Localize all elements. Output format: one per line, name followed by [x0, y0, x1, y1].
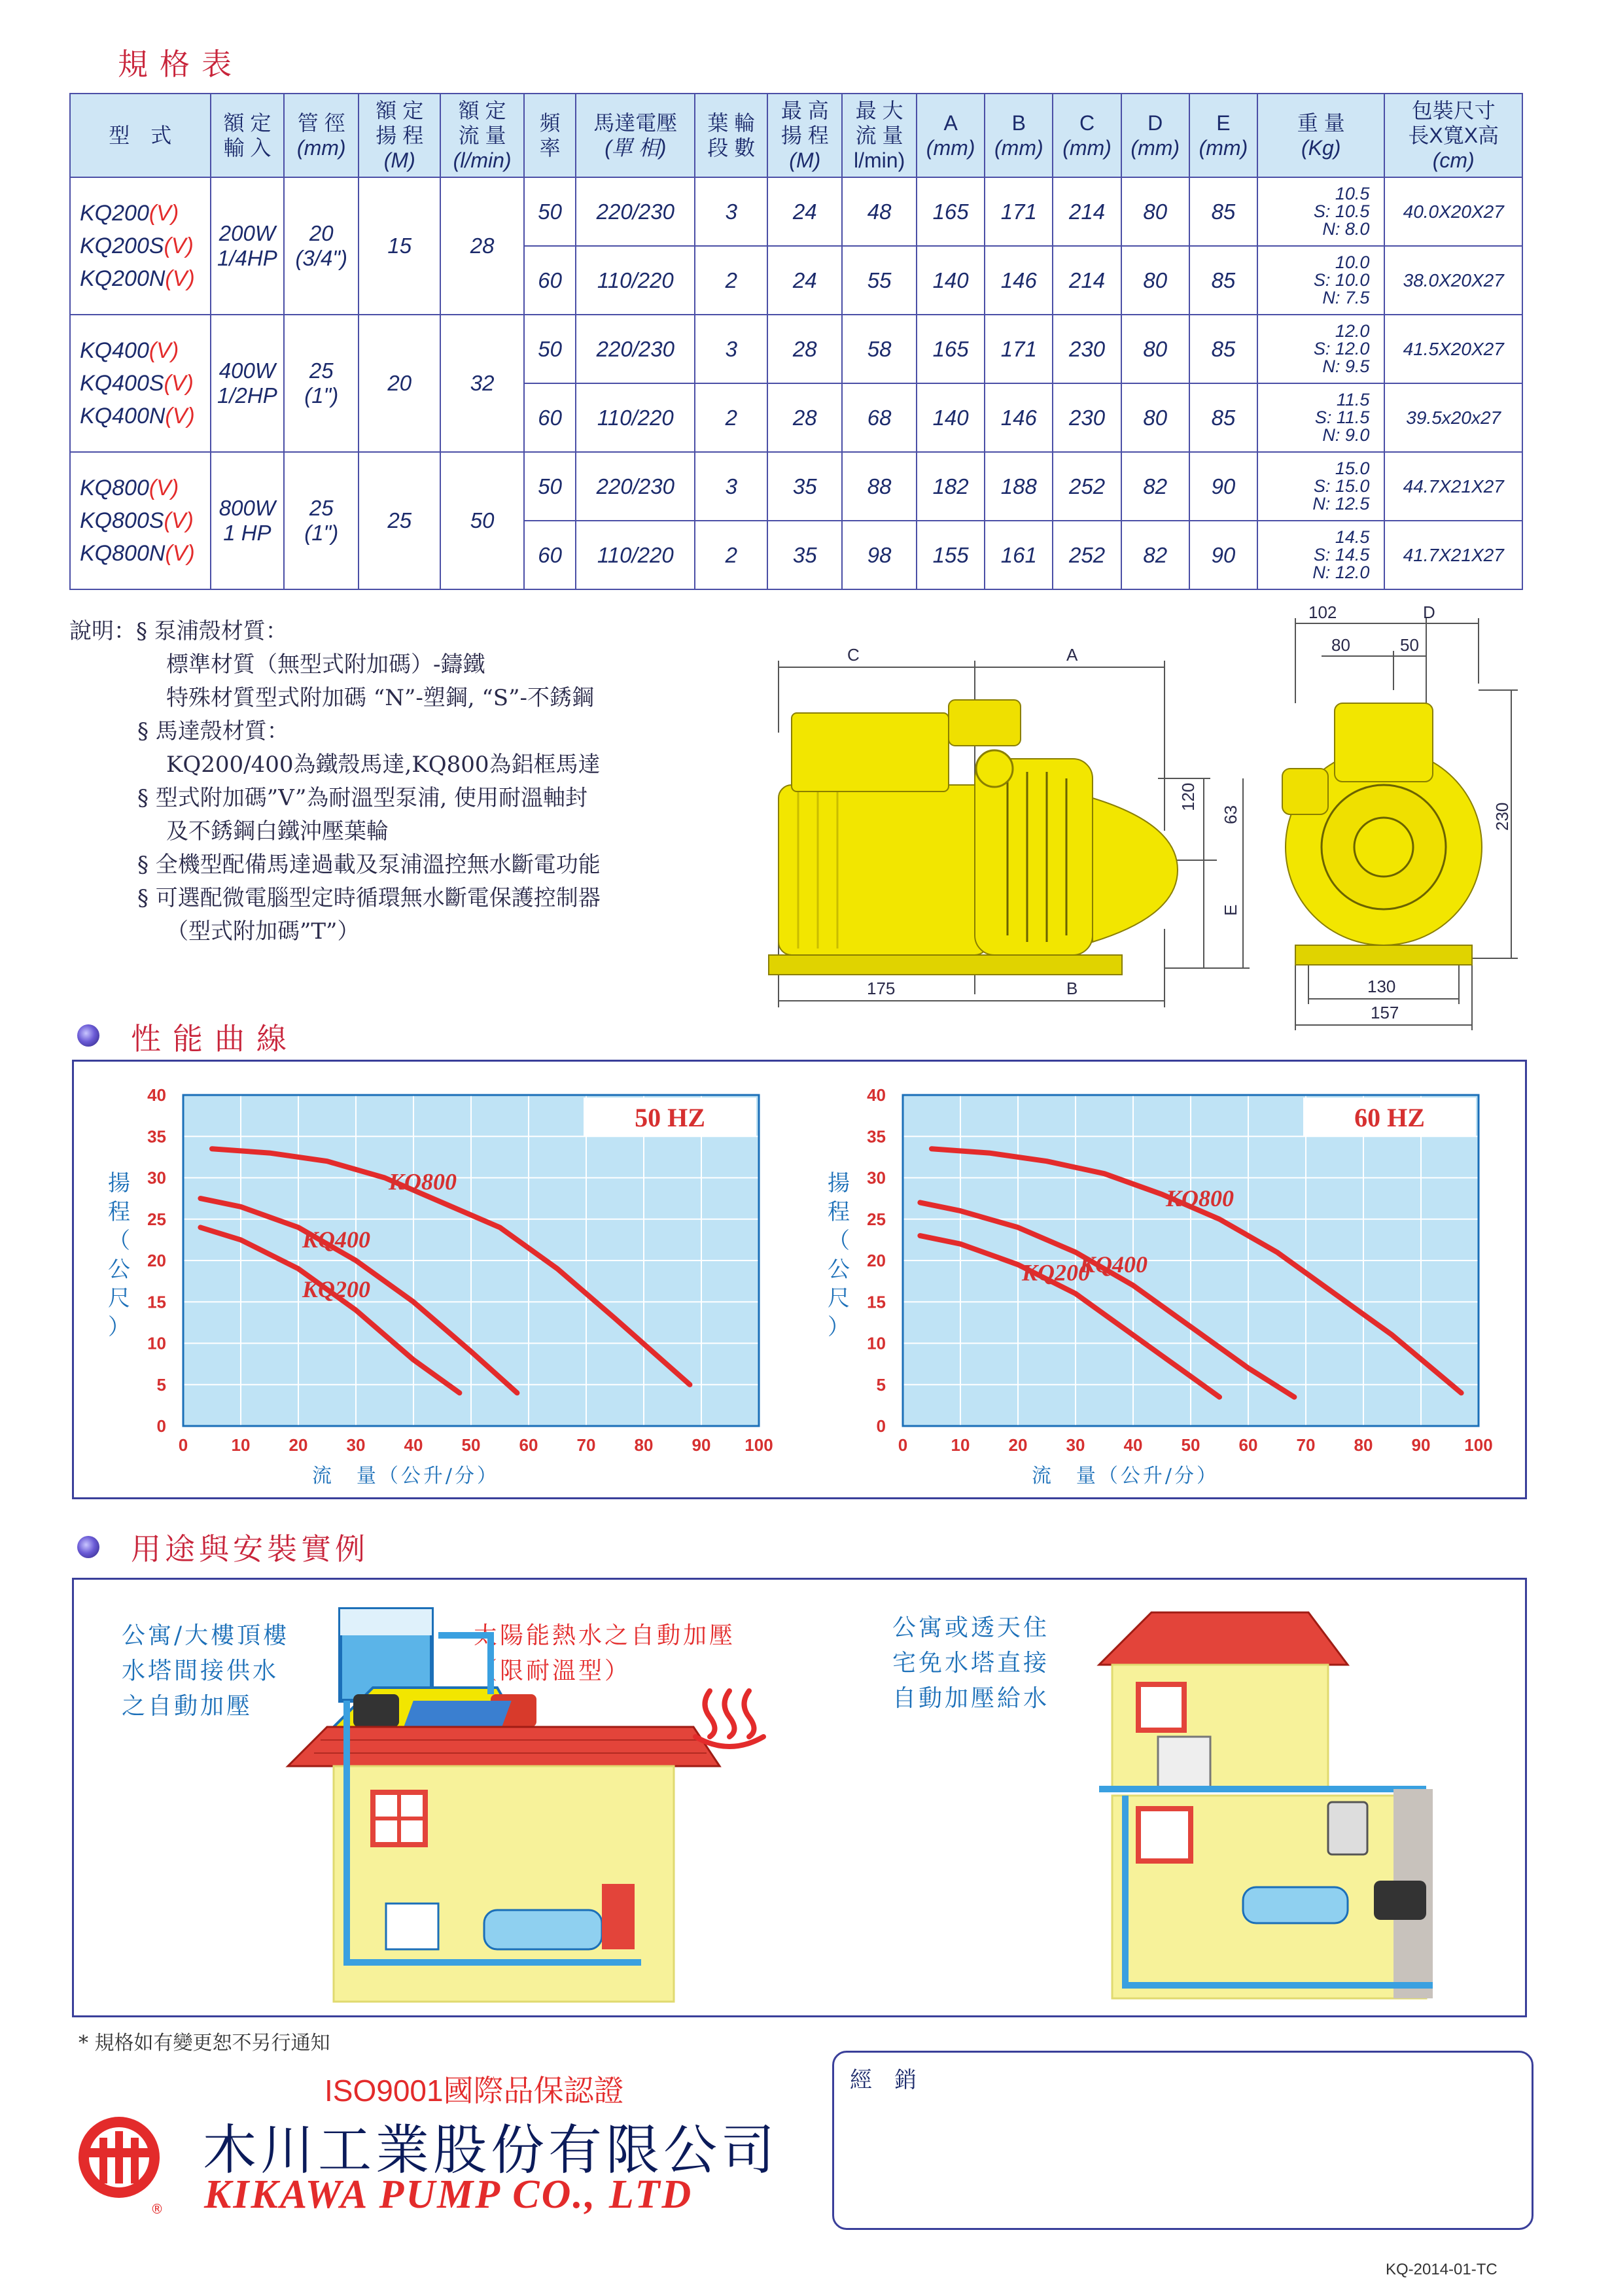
voltage: 220/230: [576, 452, 695, 521]
spec-header-text: 長X寬X高: [1408, 124, 1499, 147]
model-name: KQ800(V): [80, 476, 179, 500]
dim-c-value: 214: [1053, 246, 1121, 315]
spec-header-text: 率: [539, 136, 561, 160]
y-axis-label-char: 尺: [108, 1285, 130, 1312]
series-label: KQ800: [1165, 1185, 1235, 1211]
spec-header-text: 揚 程: [780, 124, 829, 147]
dim-175: 175: [867, 979, 896, 998]
company-name-en: KIKAWA PUMP CO., LTD: [204, 2172, 693, 2217]
package-size: 39.5x20x27: [1384, 383, 1522, 452]
x-tick-label: 60: [519, 1435, 538, 1455]
heater-icon: [1328, 1802, 1367, 1854]
x-tick-label: 80: [1354, 1435, 1373, 1455]
spec-header-row: [70, 94, 1522, 177]
spec-header-text: C: [1079, 111, 1095, 135]
dim-80: 80: [1331, 635, 1350, 655]
x-tick-label: 70: [576, 1435, 596, 1455]
y-tick-label: 0: [876, 1416, 886, 1436]
dim-d-value: 80: [1121, 177, 1189, 246]
spec-header-text: A: [943, 111, 958, 135]
frequency: 50: [524, 177, 576, 246]
voltage: 110/220: [576, 246, 695, 315]
max-head: 35: [767, 452, 842, 521]
pipe-size: 20 (3/4"): [284, 177, 359, 315]
y-tick-label: 35: [147, 1126, 166, 1147]
usage-left-line: 公寓/大樓頂樓: [122, 1622, 290, 1649]
model-name: KQ400S(V): [80, 371, 194, 396]
dim-130: 130: [1367, 977, 1396, 996]
y-tick-label: 5: [156, 1374, 166, 1395]
dim-e-value: 90: [1189, 452, 1257, 521]
rated-head: 15: [359, 177, 440, 315]
y-tick-label: 25: [147, 1209, 166, 1229]
voltage: 220/230: [576, 315, 695, 383]
spec-header-cell: [211, 94, 285, 177]
y-tick-label: 30: [147, 1168, 166, 1188]
dim-c-value: 214: [1053, 177, 1121, 246]
y-tick-label: 15: [147, 1292, 166, 1312]
house-illustration-left: [275, 1596, 736, 2008]
spec-header-cell: [284, 94, 359, 177]
usage-left-line: 之自動加壓: [122, 1693, 253, 1720]
x-axis-label: 流 量（公升/分）: [1031, 1465, 1219, 1487]
dim-102: 102: [1308, 602, 1337, 622]
impeller-stages: 3: [695, 315, 767, 383]
series-label: KQ400: [302, 1226, 371, 1253]
dim-a-value: 182: [917, 452, 985, 521]
max-head: 35: [767, 521, 842, 589]
note-line: § 型式附加碼”V”為耐溫型泵浦, 使用耐溫軸封: [137, 785, 587, 811]
rated-input: 800W 1 HP: [211, 452, 285, 589]
spec-header-text: 流 量: [855, 124, 903, 147]
voltage: 220/230: [576, 177, 695, 246]
spec-header-text: (M): [383, 148, 415, 172]
dim-a: A: [1066, 645, 1078, 665]
max-head: 28: [767, 383, 842, 452]
rated-head: 25: [359, 452, 440, 589]
package-size: 44.7X21X27: [1384, 452, 1522, 521]
series-label: KQ400: [1079, 1251, 1148, 1278]
doc-code: KQ-2014-01-TC: [1386, 2261, 1498, 2278]
voltage: 110/220: [576, 521, 695, 589]
section-bullet-icon: [77, 1024, 99, 1047]
package-size: 41.5X20X27: [1384, 315, 1522, 383]
voltage: 110/220: [576, 383, 695, 452]
y-tick-label: 10: [147, 1333, 166, 1353]
dim-a-value: 165: [917, 315, 985, 383]
frequency: 50: [524, 315, 576, 383]
weight: 15.0 S: 15.0 N: 12.5: [1257, 452, 1384, 521]
max-flow: 48: [842, 177, 917, 246]
y-tick-label: 15: [867, 1292, 886, 1312]
rated-flow: 28: [440, 177, 524, 315]
spec-header-text: (mm): [296, 136, 346, 160]
chart-title: 50 HZ: [635, 1103, 705, 1132]
dealer-box: [832, 2051, 1533, 2230]
dealer-label: 經 銷: [850, 2067, 917, 2093]
dim-e: E: [1221, 904, 1240, 916]
spec-header-text: 型 式: [109, 124, 172, 147]
max-flow: 55: [842, 246, 917, 315]
spec-header-text: 葉 輪: [707, 111, 756, 135]
series-label: KQ200: [1021, 1259, 1091, 1286]
x-tick-label: 10: [231, 1435, 251, 1455]
y-axis-label-char: 尺: [828, 1285, 850, 1312]
note-line: 特殊材質型式附加碼 “N”-塑鋼, “S”-不銹鋼: [166, 685, 594, 711]
impeller-stages: 3: [695, 177, 767, 246]
y-axis-label-char: ）: [828, 1314, 850, 1340]
note-line: （型式附加碼”T”）: [166, 918, 360, 945]
x-tick-label: 10: [951, 1435, 970, 1455]
rated-input: 400W 1/2HP: [211, 315, 285, 452]
y-axis-label-char: 公: [828, 1257, 850, 1283]
spec-row: [70, 177, 1522, 246]
y-tick-label: 0: [156, 1416, 166, 1436]
spec-header-cell: [842, 94, 917, 177]
dim-a-value: 155: [917, 521, 985, 589]
spec-header-cell: [1053, 94, 1121, 177]
dim-d: D: [1423, 602, 1435, 622]
y-axis-label-char: ）: [108, 1314, 130, 1340]
y-axis-label-char: （: [828, 1228, 850, 1254]
spec-header-text: (單 相): [604, 136, 667, 160]
spec-header-text: 包裝尺寸: [1411, 99, 1496, 122]
x-tick-label: 60: [1238, 1435, 1258, 1455]
spec-header-cell: [576, 94, 695, 177]
dim-c-value: 252: [1053, 452, 1121, 521]
model-cell: [70, 315, 211, 452]
model-name: KQ800N(V): [80, 541, 195, 566]
x-tick-label: 0: [178, 1435, 188, 1455]
model-cell: [70, 177, 211, 315]
chart-60hz: [805, 1073, 1511, 1491]
note-line: KQ200/400為鐵殼馬達,KQ800為鋁框馬達: [166, 752, 601, 778]
pump-side-illustration: [769, 700, 1178, 975]
spec-header-cell: [767, 94, 842, 177]
pump-front-drawing: [1263, 602, 1537, 1037]
spec-header-cell: [524, 94, 576, 177]
x-tick-label: 30: [1066, 1435, 1085, 1455]
weight: 14.5 S: 14.5 N: 12.0: [1257, 521, 1384, 589]
heat-icon: [690, 1684, 769, 1756]
max-flow: 98: [842, 521, 917, 589]
rated-flow: 50: [440, 452, 524, 589]
y-tick-label: 20: [147, 1251, 166, 1270]
spec-header-text: (mm): [1062, 136, 1112, 160]
usage-right-text: [892, 1610, 1049, 1716]
rated-head: 20: [359, 315, 440, 452]
model-name: KQ800S(V): [80, 508, 194, 533]
spec-header-cell: [1121, 94, 1189, 177]
model-cell: [70, 452, 211, 589]
y-tick-label: 30: [867, 1168, 886, 1188]
x-tick-label: 90: [692, 1435, 711, 1455]
rated-flow: 32: [440, 315, 524, 452]
dim-b-value: 146: [985, 383, 1053, 452]
y-axis-label-char: 公: [108, 1257, 130, 1283]
y-tick-label: 35: [867, 1126, 886, 1147]
spec-header-cell: [359, 94, 440, 177]
note-line: 說明：§ 泵浦殼材質：: [69, 618, 288, 644]
dim-c-value: 230: [1053, 315, 1121, 383]
spec-header-cell: [1384, 94, 1522, 177]
frequency: 60: [524, 246, 576, 315]
usage-left-line: 水塔間接供水: [122, 1658, 279, 1684]
spec-header-cell: [917, 94, 985, 177]
impeller-stages: 2: [695, 246, 767, 315]
x-tick-label: 30: [346, 1435, 366, 1455]
spec-header-text: (mm): [1130, 136, 1180, 160]
spec-header-text: (l/min): [453, 148, 512, 172]
spec-header-text: (mm): [994, 136, 1043, 160]
x-tick-label: 90: [1411, 1435, 1431, 1455]
dim-c-value: 252: [1053, 521, 1121, 589]
dim-e-value: 85: [1189, 315, 1257, 383]
registered-mark: ®: [150, 2201, 164, 2217]
x-tick-label: 70: [1296, 1435, 1316, 1455]
company-name-cn: 木川工業股份有限公司: [203, 2121, 779, 2180]
spec-header-text: (M): [789, 148, 821, 172]
spec-header-cell: [985, 94, 1053, 177]
max-head: 24: [767, 246, 842, 315]
spec-header-text: 揚 程: [376, 124, 424, 147]
note-line: § 全機型配備馬達過載及泵浦溫控無水斷電功能: [137, 852, 601, 878]
dim-63: 63: [1221, 805, 1240, 824]
package-size: 40.0X20X27: [1384, 177, 1522, 246]
weight: 11.5 S: 11.5 N: 9.0: [1257, 383, 1384, 452]
spec-header-text: 輸 入: [223, 136, 272, 160]
dim-230: 230: [1492, 802, 1512, 831]
rated-input: 200W 1/4HP: [211, 177, 285, 315]
washer-icon: [1158, 1737, 1210, 1789]
usage-right-line: 自動加壓給水: [892, 1685, 1050, 1712]
y-axis-label-char: 程: [828, 1199, 850, 1225]
y-tick-label: 10: [867, 1333, 886, 1353]
dim-e-value: 85: [1189, 383, 1257, 452]
spec-title: 規格表: [118, 46, 243, 82]
dim-50: 50: [1400, 635, 1419, 655]
spec-header-text: 額 定: [376, 99, 424, 122]
x-tick-label: 40: [1123, 1435, 1143, 1455]
weight: 10.0 S: 10.0 N: 7.5: [1257, 246, 1384, 315]
x-tick-label: 50: [1181, 1435, 1200, 1455]
frequency: 60: [524, 521, 576, 589]
spec-header-text: 管 徑: [297, 111, 345, 135]
usage-title: 用途與安裝實例: [131, 1531, 369, 1567]
x-axis-label: 流 量（公升/分）: [311, 1465, 500, 1487]
note-line: § 馬達殼材質：: [137, 718, 289, 744]
package-size: 38.0X20X27: [1384, 246, 1522, 315]
dim-c-value: 230: [1053, 383, 1121, 452]
spec-header-text: B: [1011, 111, 1026, 135]
model-name: KQ200N(V): [80, 266, 195, 291]
max-head: 28: [767, 315, 842, 383]
usage-mid-line: （限耐溫型）: [474, 1658, 631, 1684]
y-axis-label-char: （: [108, 1228, 130, 1254]
spec-table: [69, 93, 1523, 590]
x-tick-label: 20: [289, 1435, 308, 1455]
dim-a-value: 165: [917, 177, 985, 246]
pump-side-drawing: [707, 628, 1240, 1020]
x-tick-label: 20: [1008, 1435, 1028, 1455]
notes: [69, 615, 601, 948]
y-tick-label: 20: [867, 1251, 886, 1270]
dim-b: B: [1066, 979, 1078, 998]
x-tick-label: 100: [1464, 1435, 1493, 1455]
pipe-size: 25 (1"): [284, 315, 359, 452]
spec-header-cell: [70, 94, 211, 177]
weight: 12.0 S: 12.0 N: 9.5: [1257, 315, 1384, 383]
kikawa-logo-icon: [73, 2112, 165, 2216]
spec-row: [70, 452, 1522, 521]
dim-d-value: 82: [1121, 452, 1189, 521]
series-label: KQ800: [388, 1168, 457, 1195]
usage-right-line: 宅免水塔直接: [892, 1650, 1050, 1677]
package-size: 41.7X21X27: [1384, 521, 1522, 589]
note-line: 及不銹鋼白鐵沖壓葉輪: [166, 818, 389, 844]
dim-e-value: 85: [1189, 246, 1257, 315]
usage-right-line: 公寓或透天住: [892, 1614, 1050, 1641]
spec-header-text: (Kg): [1301, 136, 1341, 160]
dim-b-value: 146: [985, 246, 1053, 315]
spec-header-text: (mm): [926, 136, 975, 160]
chart-title: 60 HZ: [1354, 1103, 1425, 1132]
dim-d-value: 80: [1121, 246, 1189, 315]
disclaimer: * 規格如有變更恕不另行通知: [79, 2032, 330, 2055]
pump-icon: [1374, 1881, 1426, 1920]
y-tick-label: 40: [867, 1085, 886, 1105]
spec-header-text: 額 定: [458, 99, 506, 122]
spec-header-cell: [1189, 94, 1257, 177]
model-name: KQ200S(V): [80, 234, 194, 258]
iso-cert: ISO9001國際品保認證: [324, 2074, 624, 2108]
y-tick-label: 5: [876, 1374, 886, 1395]
dim-a-value: 140: [917, 383, 985, 452]
dim-b-value: 171: [985, 177, 1053, 246]
dim-e-value: 90: [1189, 521, 1257, 589]
model-name: KQ400N(V): [80, 404, 195, 428]
spec-row: [70, 315, 1522, 383]
spec-header-text: D: [1148, 111, 1163, 135]
max-head: 24: [767, 177, 842, 246]
x-tick-label: 40: [404, 1435, 423, 1455]
spec-header-cell: [695, 94, 767, 177]
y-axis-label-char: 揚: [828, 1170, 850, 1196]
spec-header-text: E: [1216, 111, 1231, 135]
spec-header-text: 最 高: [780, 99, 829, 122]
performance-title: 性能曲線: [131, 1021, 298, 1056]
usage-left-text: [122, 1618, 289, 1724]
spec-header-text: 流 量: [458, 124, 506, 147]
spec-header-cell: [1257, 94, 1384, 177]
dim-b-value: 188: [985, 452, 1053, 521]
dim-b-value: 171: [985, 315, 1053, 383]
dim-d-value: 80: [1121, 383, 1189, 452]
impeller-stages: 2: [695, 383, 767, 452]
house-illustration-right: [1086, 1606, 1505, 2005]
impeller-stages: 3: [695, 452, 767, 521]
spec-header-text: 最 大: [855, 99, 903, 122]
dim-b-value: 161: [985, 521, 1053, 589]
dim-157: 157: [1371, 1003, 1399, 1022]
spec-header-text: 頻: [539, 111, 561, 135]
y-axis-label-char: 揚: [108, 1170, 130, 1196]
dim-e-value: 85: [1189, 177, 1257, 246]
spec-header-cell: [440, 94, 524, 177]
spec-header-text: 重 量: [1297, 111, 1345, 135]
spec-header-text: 額 定: [223, 111, 272, 135]
dim-d-value: 82: [1121, 521, 1189, 589]
pump-front-illustration: [1282, 703, 1482, 965]
model-name: KQ400(V): [80, 338, 179, 363]
frequency: 50: [524, 452, 576, 521]
x-tick-label: 80: [634, 1435, 654, 1455]
pipe-size: 25 (1"): [284, 452, 359, 589]
y-axis-label-char: 程: [108, 1199, 130, 1225]
max-flow: 58: [842, 315, 917, 383]
max-flow: 68: [842, 383, 917, 452]
x-tick-label: 100: [745, 1435, 773, 1455]
model-name: KQ200(V): [80, 201, 179, 226]
dim-120: 120: [1178, 782, 1198, 811]
spec-header-text: (cm): [1432, 148, 1475, 172]
usage-mid-line: 太陽能熱水之自動加壓: [474, 1622, 736, 1649]
max-flow: 88: [842, 452, 917, 521]
spec-header-text: (mm): [1199, 136, 1248, 160]
x-tick-label: 0: [898, 1435, 908, 1455]
y-tick-label: 25: [867, 1209, 886, 1229]
dim-a-value: 140: [917, 246, 985, 315]
frequency: 60: [524, 383, 576, 452]
note-line: 標準材質（無型式附加碼）-鑄鐵: [166, 652, 485, 678]
note-line: § 可選配微電腦型定時循環無水斷電保護控制器: [137, 885, 601, 911]
spec-header-text: 馬達電壓: [593, 111, 678, 135]
pump-icon: [353, 1694, 399, 1727]
y-tick-label: 40: [147, 1085, 166, 1105]
spec-header-text: l/min): [854, 148, 905, 172]
x-tick-label: 50: [461, 1435, 481, 1455]
weight: 10.5 S: 10.5 N: 8.0: [1257, 177, 1384, 246]
chart-50hz: [85, 1073, 792, 1491]
dim-c: C: [847, 645, 860, 665]
spec-header-text: 段 數: [707, 136, 756, 160]
series-label: KQ200: [302, 1276, 371, 1302]
impeller-stages: 2: [695, 521, 767, 589]
dim-d-value: 80: [1121, 315, 1189, 383]
section-bullet-icon: [77, 1536, 99, 1558]
